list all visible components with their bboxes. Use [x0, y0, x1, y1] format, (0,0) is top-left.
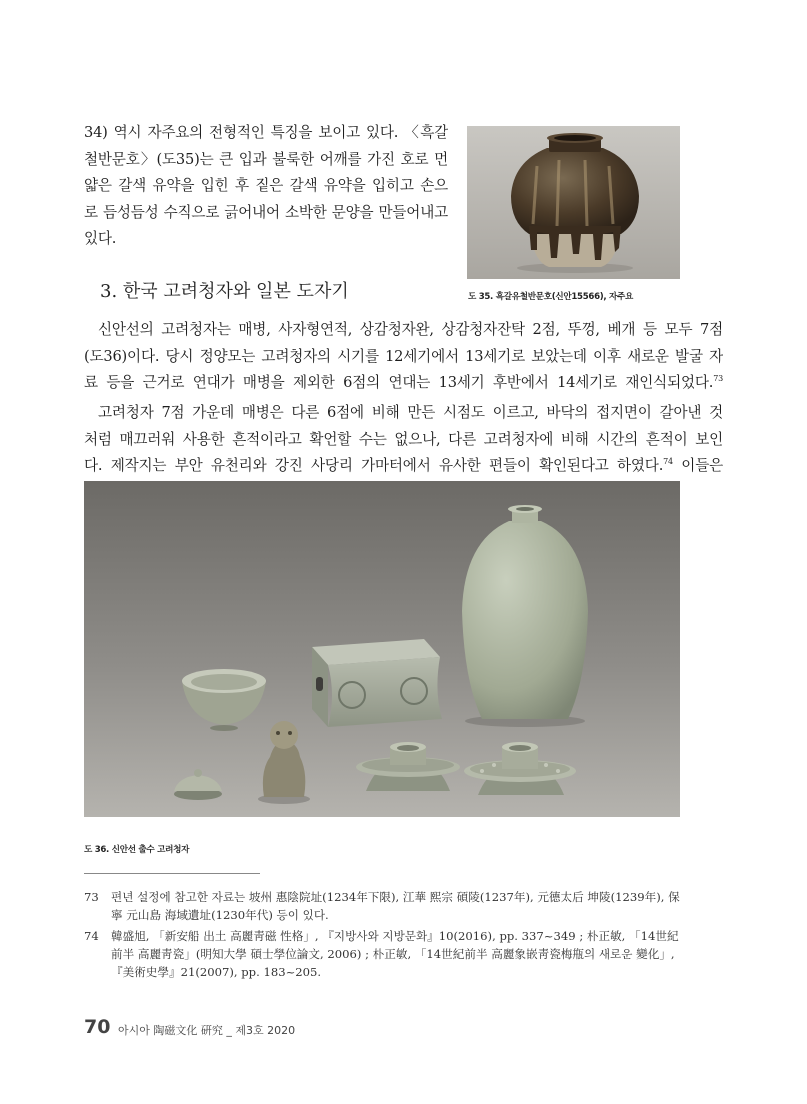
- text-line-content: 료 등을 근거로 연대가 매병을 제외한 6점의 연대는 13세기 후반에서 14세기로 재인식되었다.: [84, 374, 714, 391]
- footnote-ref-73[interactable]: 73: [713, 374, 723, 384]
- figure-35-caption: 도 35. 흑갈유철반문호(신안15566), 자주요: [468, 292, 634, 302]
- footnote-73: [84, 888, 680, 924]
- celadon-ware-image: [84, 481, 680, 817]
- footnote-number: 73: [84, 890, 99, 904]
- text-line-content: 다. 제작지는 부안 유천리와 강진 사당리 가마터에서 유사한 편들이 확인된다고 하였다.: [84, 457, 664, 474]
- brown-jar-image: [467, 126, 680, 279]
- figure-36-photo: [84, 481, 680, 817]
- celadon-pillow: [312, 639, 442, 727]
- footnote-ref-74[interactable]: 74: [663, 457, 673, 467]
- footnote-number: 74: [84, 929, 99, 943]
- text-line: [84, 453, 723, 480]
- text-line: 있다.: [84, 230, 117, 247]
- text-line: 로 듬성듬성 수직으로 긁어내어 소박한 문양을 만들어내고: [84, 203, 448, 221]
- footnote-text: 韓盛旭, 「新安船 出土 高麗靑磁 性格」, 『지방사와 지방문화』10(2016), pp. 337~349 ; 朴正敏, 「14世紀前半 高麗靑瓷」(明知大學 碩士學位論文, 2006) ; 朴正敏, 「14世紀前半 高麗象嵌靑瓷梅甁의 새로운 變化」, 『美術史學』21(2007), pp. 183~205.: [111, 929, 679, 979]
- text-line: 철반문호〉(도35)는 큰 입과 불룩한 어깨를 가진 호로 먼: [84, 150, 448, 168]
- footnote-divider: [84, 873, 260, 874]
- text-line: 34) 역시 자주요의 전형적인 특징을 보이고 있다. 〈흑갈: [84, 124, 448, 141]
- section-heading: 3. 한국 고려청자와 일본 도자기: [100, 281, 349, 302]
- journal-running-footer: 아시아 陶磁文化 硏究 _ 제3호 2020: [118, 1024, 296, 1037]
- text-line: 신안선의 고려청자는 매병, 사자형연적, 상감청자완, 상감청자잔탁 2점, 뚜껑, 베개 등 모두 7점: [98, 321, 723, 338]
- intro-paragraph: [84, 120, 448, 253]
- body-paragraph-1: [84, 317, 723, 397]
- text-line-tail: 이들은: [672, 457, 723, 474]
- text-line: [84, 370, 723, 397]
- text-line: 고려청자 7점 가운데 매병은 다른 6점에 비해 만든 시점도 이르고, 바닥의 접지면이 갈아낸 것: [98, 404, 723, 421]
- page-number: 70: [84, 1016, 111, 1038]
- footnote-74: [84, 927, 680, 981]
- text-line: 얇은 갈색 유약을 입힌 후 짙은 갈색 유약을 입히고 손으: [84, 177, 448, 194]
- text-line: 처럼 매끄러워 사용한 흔적이라고 확언할 수는 없으나, 다른 고려청자에 비해 시간의 흔적이 보인: [84, 430, 723, 448]
- text-line: (도36)이다. 당시 정양모는 고려청자의 시기를 12세기에서 13세기로 보았는데 이후 새로운 발굴 자: [84, 347, 723, 365]
- figure-35-photo: [467, 126, 680, 279]
- body-paragraph-2: [84, 400, 723, 480]
- footnote-text: 편년 설정에 참고한 자료는 坡州 惠陰院址(1234年下限), 江華 熙宗 碩陵(1237年), 元德太后 坤陵(1239年), 保寧 元山島 海域遺址(1230年代) 등이 있다.: [111, 890, 680, 922]
- figure-36-caption: 도 36. 신안선 출수 고려청자: [84, 845, 190, 855]
